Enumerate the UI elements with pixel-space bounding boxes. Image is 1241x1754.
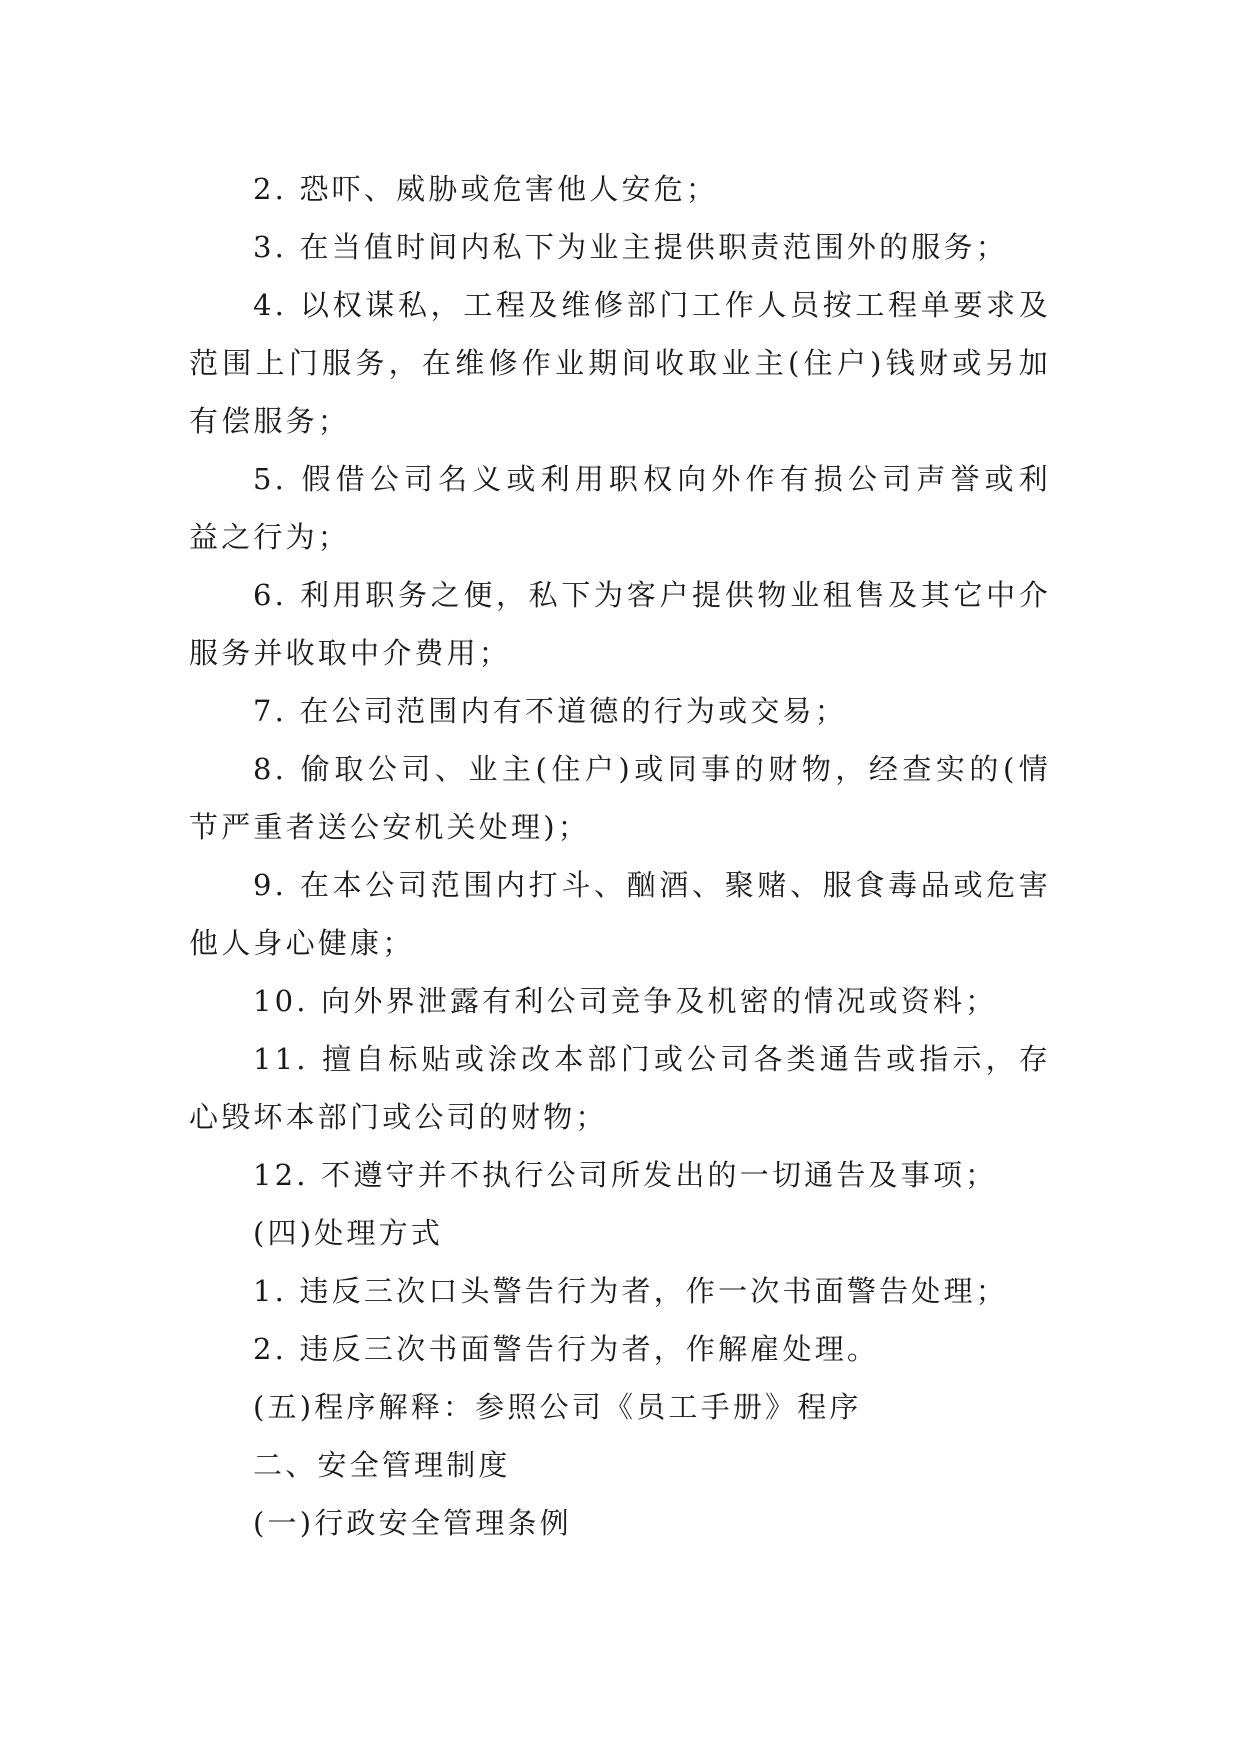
list-item-continuation: 心毁坏本部门或公司的财物； (189, 1100, 608, 1134)
list-item: 2. 恐吓、威胁或危害他人安危； (253, 172, 719, 206)
list-item-continuation: 范围上门服务，在维修作业期间收取业主(住户)钱财或另加 (189, 346, 1051, 380)
document-body (189, 160, 1051, 1552)
list-item: 10. 向外界泄露有利公司竞争及机密的情况或资料； (253, 984, 998, 1018)
list-item: 2. 违反三次书面警告行为者，作解雇处理。 (253, 1332, 880, 1366)
list-item-continuation: 益之行为； (189, 520, 351, 554)
section-heading: (一)行政安全管理条例 (253, 1506, 572, 1540)
list-item: 5. 假借公司名义或利用职权向外作有损公司声誉或利 (253, 462, 1051, 496)
list-item-continuation: 服务并收取中介费用； (189, 636, 512, 670)
chapter-heading: 二、安全管理制度 (253, 1448, 511, 1482)
list-item: 7. 在公司范围内有不道德的行为或交易； (253, 694, 847, 728)
section-heading: (五)程序解释：参照公司《员工手册》程序 (253, 1390, 862, 1424)
list-item: 11. 擅自标贴或涂改本部门或公司各类通告或指示，存 (253, 1042, 1051, 1076)
list-item: 6. 利用职务之便，私下为客户提供物业租售及其它中介 (253, 578, 1051, 612)
list-item-continuation: 节严重者送公安机关处理)； (189, 810, 590, 844)
list-item-continuation: 他人身心健康； (189, 926, 415, 960)
list-item: 4. 以权谋私，工程及维修部门工作人员按工程单要求及 (253, 288, 1051, 322)
list-item: 3. 在当值时间内私下为业主提供职责范围外的服务； (253, 230, 1008, 264)
list-item: 8. 偷取公司、业主(住户)或同事的财物，经查实的(情 (253, 752, 1051, 786)
list-item-continuation: 有偿服务； (189, 404, 351, 438)
section-heading: (四)处理方式 (253, 1216, 444, 1250)
list-item: 12. 不遵守并不执行公司所发出的一切通告及事项； (253, 1158, 998, 1192)
list-item: 1. 违反三次口头警告行为者，作一次书面警告处理； (253, 1274, 1008, 1308)
list-item: 9. 在本公司范围内打斗、酗酒、聚赌、服食毒品或危害 (253, 868, 1051, 902)
